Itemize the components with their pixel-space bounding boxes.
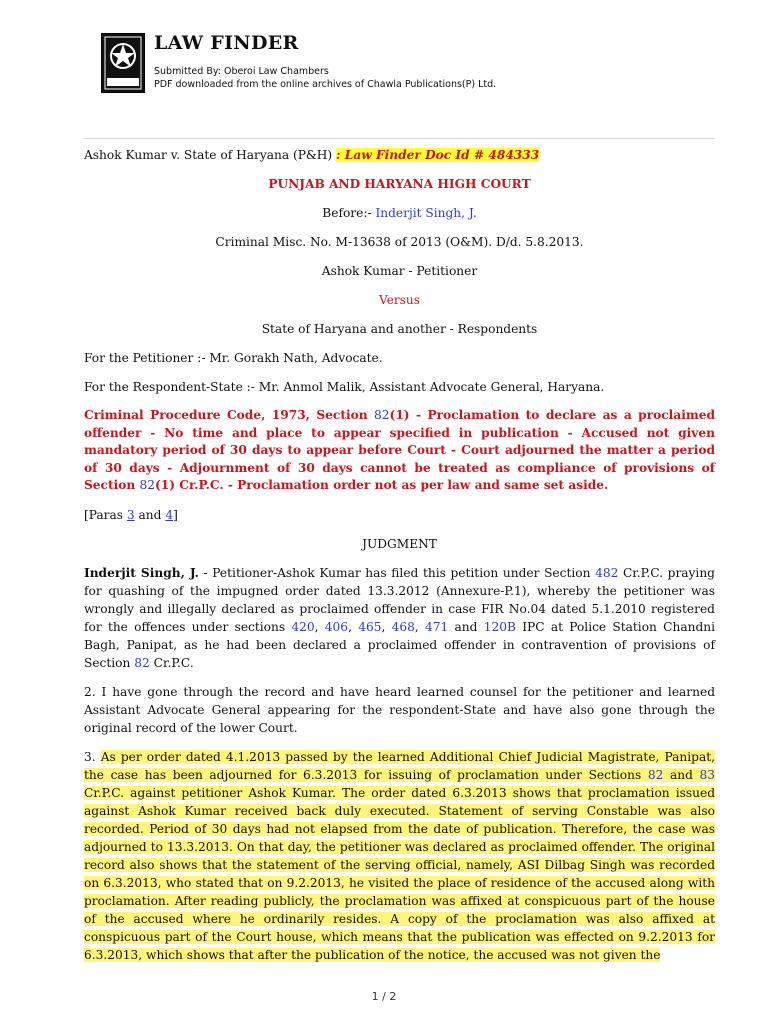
judge-name: Inderjit Singh, J. bbox=[84, 565, 199, 580]
counsel-petitioner: For the Petitioner :- Mr. Gorakh Nath, Advocate. bbox=[84, 351, 383, 365]
para-text: and bbox=[448, 619, 484, 634]
before-label: Before:- bbox=[322, 206, 372, 220]
para-text: IPC at Police Station Chandni Bagh, Panipat, as he had been declared a proclaimed offender in contravention of provisions of Section bbox=[84, 619, 715, 670]
respondents: State of Haryana and another - Respondents bbox=[261, 322, 538, 336]
section-link[interactable]: 120B bbox=[483, 619, 516, 634]
highlighted-text: and bbox=[663, 767, 700, 782]
para-number: 3. bbox=[84, 749, 101, 764]
document-header bbox=[101, 30, 721, 96]
para-text: Cr.P.C. praying for quashing of the impugned order dated 13.3.2012 (Annexure-P.1), whereby the petitioner was wrongly and illegally declared as proclaimed offender in case FIR No.04 dated 5.1.2010 registered for the offences under sections bbox=[84, 565, 715, 634]
paras-text: and bbox=[134, 507, 166, 522]
paras-text: ] bbox=[173, 507, 178, 522]
para-text: , bbox=[381, 619, 392, 634]
page-number: 1 / 2 bbox=[371, 990, 397, 1003]
highlighted-text: As per order dated 4.1.2013 passed by the learned Additional Chief Judicial Magistrate, Panipat, the case has been adjourned for 6.3.2013 for issuing of proclamation under Sections bbox=[84, 749, 715, 782]
case-title: Ashok Kumar v. State of Haryana (P&H) bbox=[84, 148, 333, 162]
para-text: , bbox=[348, 619, 359, 634]
headnote-text: (1) - Proclamation to declare as a proclaimed offender - No time and place to appear specified in publication - Accused not given mandatory period of 30 days to appear before Court - Court adjourned the matter a period of 30 days - Adjournment of 30 days cannot be treated as compliance of provisions of Section bbox=[84, 408, 715, 492]
judge-name: Inderjit Singh, J. bbox=[375, 206, 477, 220]
section-link[interactable]: 82 bbox=[139, 478, 155, 492]
case-title-line bbox=[84, 146, 715, 164]
section-link[interactable]: 465 bbox=[358, 619, 382, 634]
chawla-logo bbox=[101, 33, 145, 93]
section-link[interactable]: 420 bbox=[291, 619, 315, 634]
para-text: , bbox=[314, 619, 325, 634]
para-link[interactable]: 4 bbox=[165, 507, 174, 522]
paragraph-3 bbox=[84, 748, 715, 964]
section-link[interactable]: 83 bbox=[699, 767, 715, 782]
section-link[interactable]: 406 bbox=[324, 619, 349, 634]
doc-id: : Law Finder Doc Id # 484333 bbox=[336, 148, 540, 162]
court-name: PUNJAB AND HARYANA HIGH COURT bbox=[268, 177, 531, 191]
counsel-respondent: For the Respondent-State :- Mr. Anmol Malik, Assistant Advocate General, Haryana. bbox=[84, 380, 605, 394]
para-text: Cr.P.C. bbox=[149, 655, 194, 670]
section-link[interactable]: 82 bbox=[134, 655, 150, 670]
source-line: PDF downloaded from the online archives of Chawla Publications(P) Ltd. bbox=[154, 79, 497, 90]
header-divider bbox=[84, 138, 715, 139]
headnote bbox=[84, 407, 715, 495]
before-line bbox=[84, 204, 715, 222]
section-link[interactable]: 82 bbox=[647, 767, 664, 782]
versus: Versus bbox=[378, 293, 421, 307]
paras-reference bbox=[84, 506, 715, 524]
para-link[interactable]: 3 bbox=[126, 507, 135, 522]
section-link[interactable]: 471 bbox=[425, 619, 449, 634]
judgment-document bbox=[84, 146, 715, 975]
section-link[interactable]: 468 bbox=[391, 619, 415, 634]
section-link[interactable]: 82 bbox=[374, 408, 390, 422]
submitted-by: Submitted By: Oberoi Law Chambers bbox=[154, 66, 329, 77]
judgment-heading: JUDGMENT bbox=[362, 536, 437, 551]
paragraph-1 bbox=[84, 564, 715, 672]
highlighted-text: Cr.P.C. against petitioner Ashok Kumar. The order dated 6.3.2013 shows that proclamation issued against Ashok Kumar received back duly executed. Statement of serving Constable was also recorded. Period of 30 days had not elapsed from the date of publication. Therefore, the case was adjourned to 13.3.2013. On that day, the petitioner was declared as proclaimed offender. The original record also shows that the statement of the serving official, namely, ASI Dilbag Singh was recorded on 6.3.2013, who stated that on 9.2.2013, he visited the place of residence of the accused along with proclamation. After reading publicly, the proclamation was affixed at conspicuous part of the house of the accused where he ordinarily resides. A copy of the proclamation was also affixed at conspicuous part of the Court house, which means that the publication was effected on 9.2.2013 for 6.3.2013, which shows that after the publication of the notice, the accused was not given the bbox=[84, 785, 715, 962]
petitioner: Ashok Kumar - Petitioner bbox=[321, 264, 478, 278]
section-link[interactable]: 482 bbox=[595, 565, 619, 580]
headnote-text: (1) Cr.P.C. - Proclamation order not as per law and same set aside. bbox=[154, 478, 609, 492]
paras-text: [Paras bbox=[84, 507, 127, 522]
headnote-text: Criminal Procedure Code, 1973, Section bbox=[84, 408, 375, 422]
brand-title: LAW FINDER bbox=[154, 32, 299, 54]
paragraph-2: 2. I have gone through the record and have heard learned counsel for the petitioner and learned Assistant Advocate General appearing for the respondent-State and have also gone through the original record of the lower Court. bbox=[84, 684, 715, 735]
para-text: , bbox=[414, 619, 426, 634]
para-text: - Petitioner-Ashok Kumar has filed this petition under Section bbox=[198, 565, 596, 580]
case-number: Criminal Misc. No. M-13638 of 2013 (O&M). D/d. 5.8.2013. bbox=[215, 235, 584, 249]
